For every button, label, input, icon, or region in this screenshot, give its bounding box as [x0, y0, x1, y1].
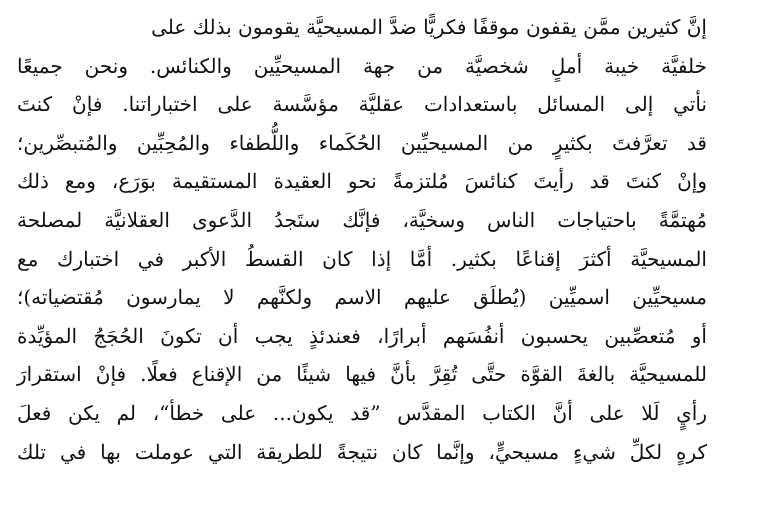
body-paragraph	[17, 8, 707, 471]
text-line: نأتي إلى المسائل باستعدادات عقليَّة مؤسَّسة على اختباراتنا. فإنْ كنتَ	[17, 92, 707, 117]
text-line: رأيٍ لَلا على أنَّ الكتاب المقدَّس ”قد يكون... على خطأ“، لم يكن فعلَ	[17, 400, 707, 425]
text-line: كرهٍ لكلِّ شيءٍ مسيحيٍّ، وإنَّما كان نتيجةً للطريقة التي عوملت بها في تلك	[17, 439, 707, 464]
text-line: المسيحيَّة أكثرَ إقناعًا بكثير. أمَّا إذا كان القسطُ الأكبر في اختبارك مع	[17, 246, 707, 271]
text-line: قد تعرَّفتَ بكثيرٍ من المسيحيِّين الحُكَماء واللُّطفاء والمُحِبِّين والمُتبصِّرين؛	[17, 130, 707, 155]
text-line: للمسيحيَّة بالغةَ القوَّة حتَّى تُقِرَّ بأنَّ فيها شيئًا من الإقناع فعلًا. فإنْ استقرارَ	[17, 362, 707, 387]
text-line: مُهتمَّةً باحتياجات الناس وسخيَّة، فإنَّك ستَجدُ الدَّعوى العقلانيَّة لمصلحة	[17, 207, 707, 232]
text-line: وإنْ كنتَ قد رأيتَ كنائسَ مُلتزمةً نحو العقيدة المستقيمة بوَرَع، ومع ذلك	[17, 169, 707, 194]
text-line: خلفيَّة خيبة أملٍ شخصيَّة من جهة المسيحيِّين والكنائس. ونحن جميعًا	[17, 53, 707, 78]
text-line: مسيحيِّين اسميِّين (يُطلَق عليهم الاسم ولكنَّهم لا يمارسون مُقتضياته)؛	[17, 285, 707, 310]
text-line: أو مُتعصِّبين يحسبون أنفُسَهم أبرارًا، فعندئذٍ يجب أن تكونَ الحُجَجُ المؤيِّدة	[17, 323, 707, 348]
text-line: إنَّ كثيرين ممَّن يقفون موقفًا فكريًّا ضدَّ المسيحيَّة يقومون بذلك على	[151, 15, 707, 39]
